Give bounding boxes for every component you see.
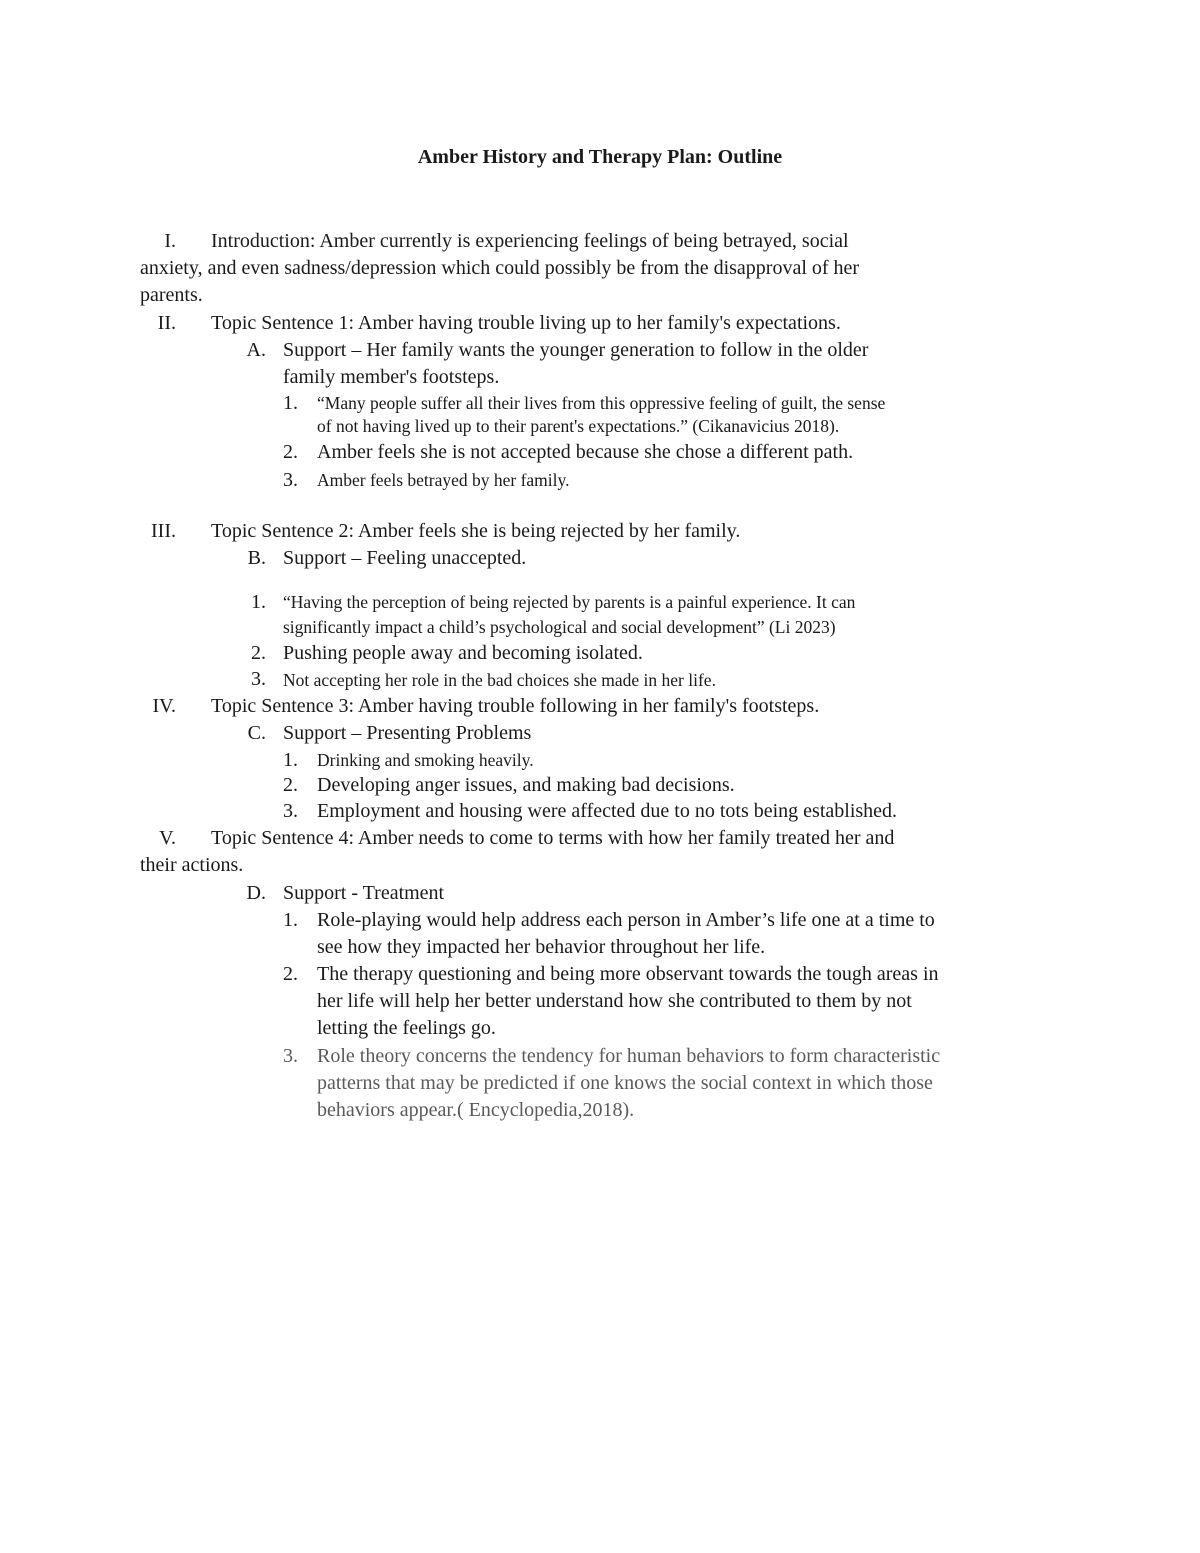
list-number: 2. <box>283 441 298 463</box>
topic-sentence-3: Topic Sentence 3: Amber having trouble following in her family's footsteps. <box>211 695 820 717</box>
numeral-IV: IV. <box>152 695 176 717</box>
list-item: Amber feels she is not accepted because she chose a different path. <box>317 441 854 463</box>
list-item: Amber feels betrayed by her family. <box>317 470 570 490</box>
support-letter-C: C. <box>247 722 266 744</box>
numeral-I: I. <box>164 230 176 252</box>
list-item-continuation: see how they impacted her behavior throughout her life. <box>317 936 766 958</box>
list-item: Drinking and smoking heavily. <box>317 750 534 770</box>
numeral-V: V. <box>159 827 176 849</box>
support-D-line-1: Support - Treatment <box>283 882 445 904</box>
topic-sentence-4-line-1: Topic Sentence 4: Amber needs to come to terms with how her family treated her and <box>211 827 895 849</box>
intro-line-1: Introduction: Amber currently is experiencing feelings of being betrayed, social <box>211 230 849 252</box>
list-item: Employment and housing were affected due to no tots being established. <box>317 800 898 822</box>
list-number: 1. <box>283 392 298 414</box>
list-item: Role theory concerns the tendency for human behaviors to form characteristic <box>317 1045 941 1067</box>
support-A-line-1: Support – Her family wants the younger generation to follow in the older <box>283 339 869 361</box>
intro-line-2: anxiety, and even sadness/depression which could possibly be from the disapproval of her <box>140 257 860 279</box>
support-B-line-1: Support – Feeling unaccepted. <box>283 547 527 569</box>
list-number: 1. <box>283 909 298 931</box>
list-number: 1. <box>283 749 298 771</box>
support-C-line-1: Support – Presenting Problems <box>283 722 532 744</box>
topic-sentence-1: Topic Sentence 1: Amber having trouble living up to her family's expectations. <box>211 312 841 334</box>
list-item-continuation: patterns that may be predicted if one knows the social context in which those <box>317 1072 933 1094</box>
numeral-II: II. <box>157 312 176 334</box>
support-letter-A: A. <box>246 339 266 361</box>
list-number: 3. <box>283 469 298 491</box>
intro-line-3: parents. <box>140 284 203 306</box>
support-A-line-2: family member's footsteps. <box>283 366 500 388</box>
list-item-continuation: her life will help her better understand how she contributed to them by not <box>317 990 912 1012</box>
list-number: 2. <box>283 774 298 796</box>
numeral-III: III. <box>151 520 176 542</box>
list-item: Developing anger issues, and making bad decisions. <box>317 774 735 796</box>
support-letter-B: B. <box>247 547 266 569</box>
list-item-continuation: behaviors appear.( Encyclopedia,2018). <box>317 1099 635 1121</box>
quote-cikanavicius-line-1: “Many people suffer all their lives from this oppressive feeling of guilt, the sense <box>317 393 886 413</box>
list-number: 2. <box>251 642 266 664</box>
list-item: The therapy questioning and being more observant towards the tough areas in <box>317 963 939 985</box>
list-number: 2. <box>283 963 298 985</box>
document-title: Amber History and Therapy Plan: Outline <box>417 146 783 168</box>
list-item: Not accepting her role in the bad choices she made in her life. <box>283 670 716 690</box>
list-number: 3. <box>251 668 266 690</box>
list-item-continuation: letting the feelings go. <box>317 1017 496 1039</box>
quote-li-line-2: significantly impact a child’s psychological and social development” (Li 2023) <box>283 617 836 637</box>
list-number: 1. <box>251 591 266 613</box>
support-letter-D: D. <box>246 882 266 904</box>
list-item: Role-playing would help address each person in Amber’s life one at a time to <box>317 909 935 931</box>
topic-sentence-4-line-2: their actions. <box>140 854 244 876</box>
list-number: 3. <box>283 1045 298 1067</box>
list-item: Pushing people away and becoming isolated. <box>283 642 643 664</box>
quote-li-line-1: “Having the perception of being rejected by parents is a painful experience. It can <box>283 592 856 612</box>
quote-cikanavicius-line-2: of not having lived up to their parent's expectations.” (Cikanavicius 2018). <box>317 416 840 436</box>
list-number: 3. <box>283 800 298 822</box>
topic-sentence-2: Topic Sentence 2: Amber feels she is being rejected by her family. <box>211 520 741 542</box>
